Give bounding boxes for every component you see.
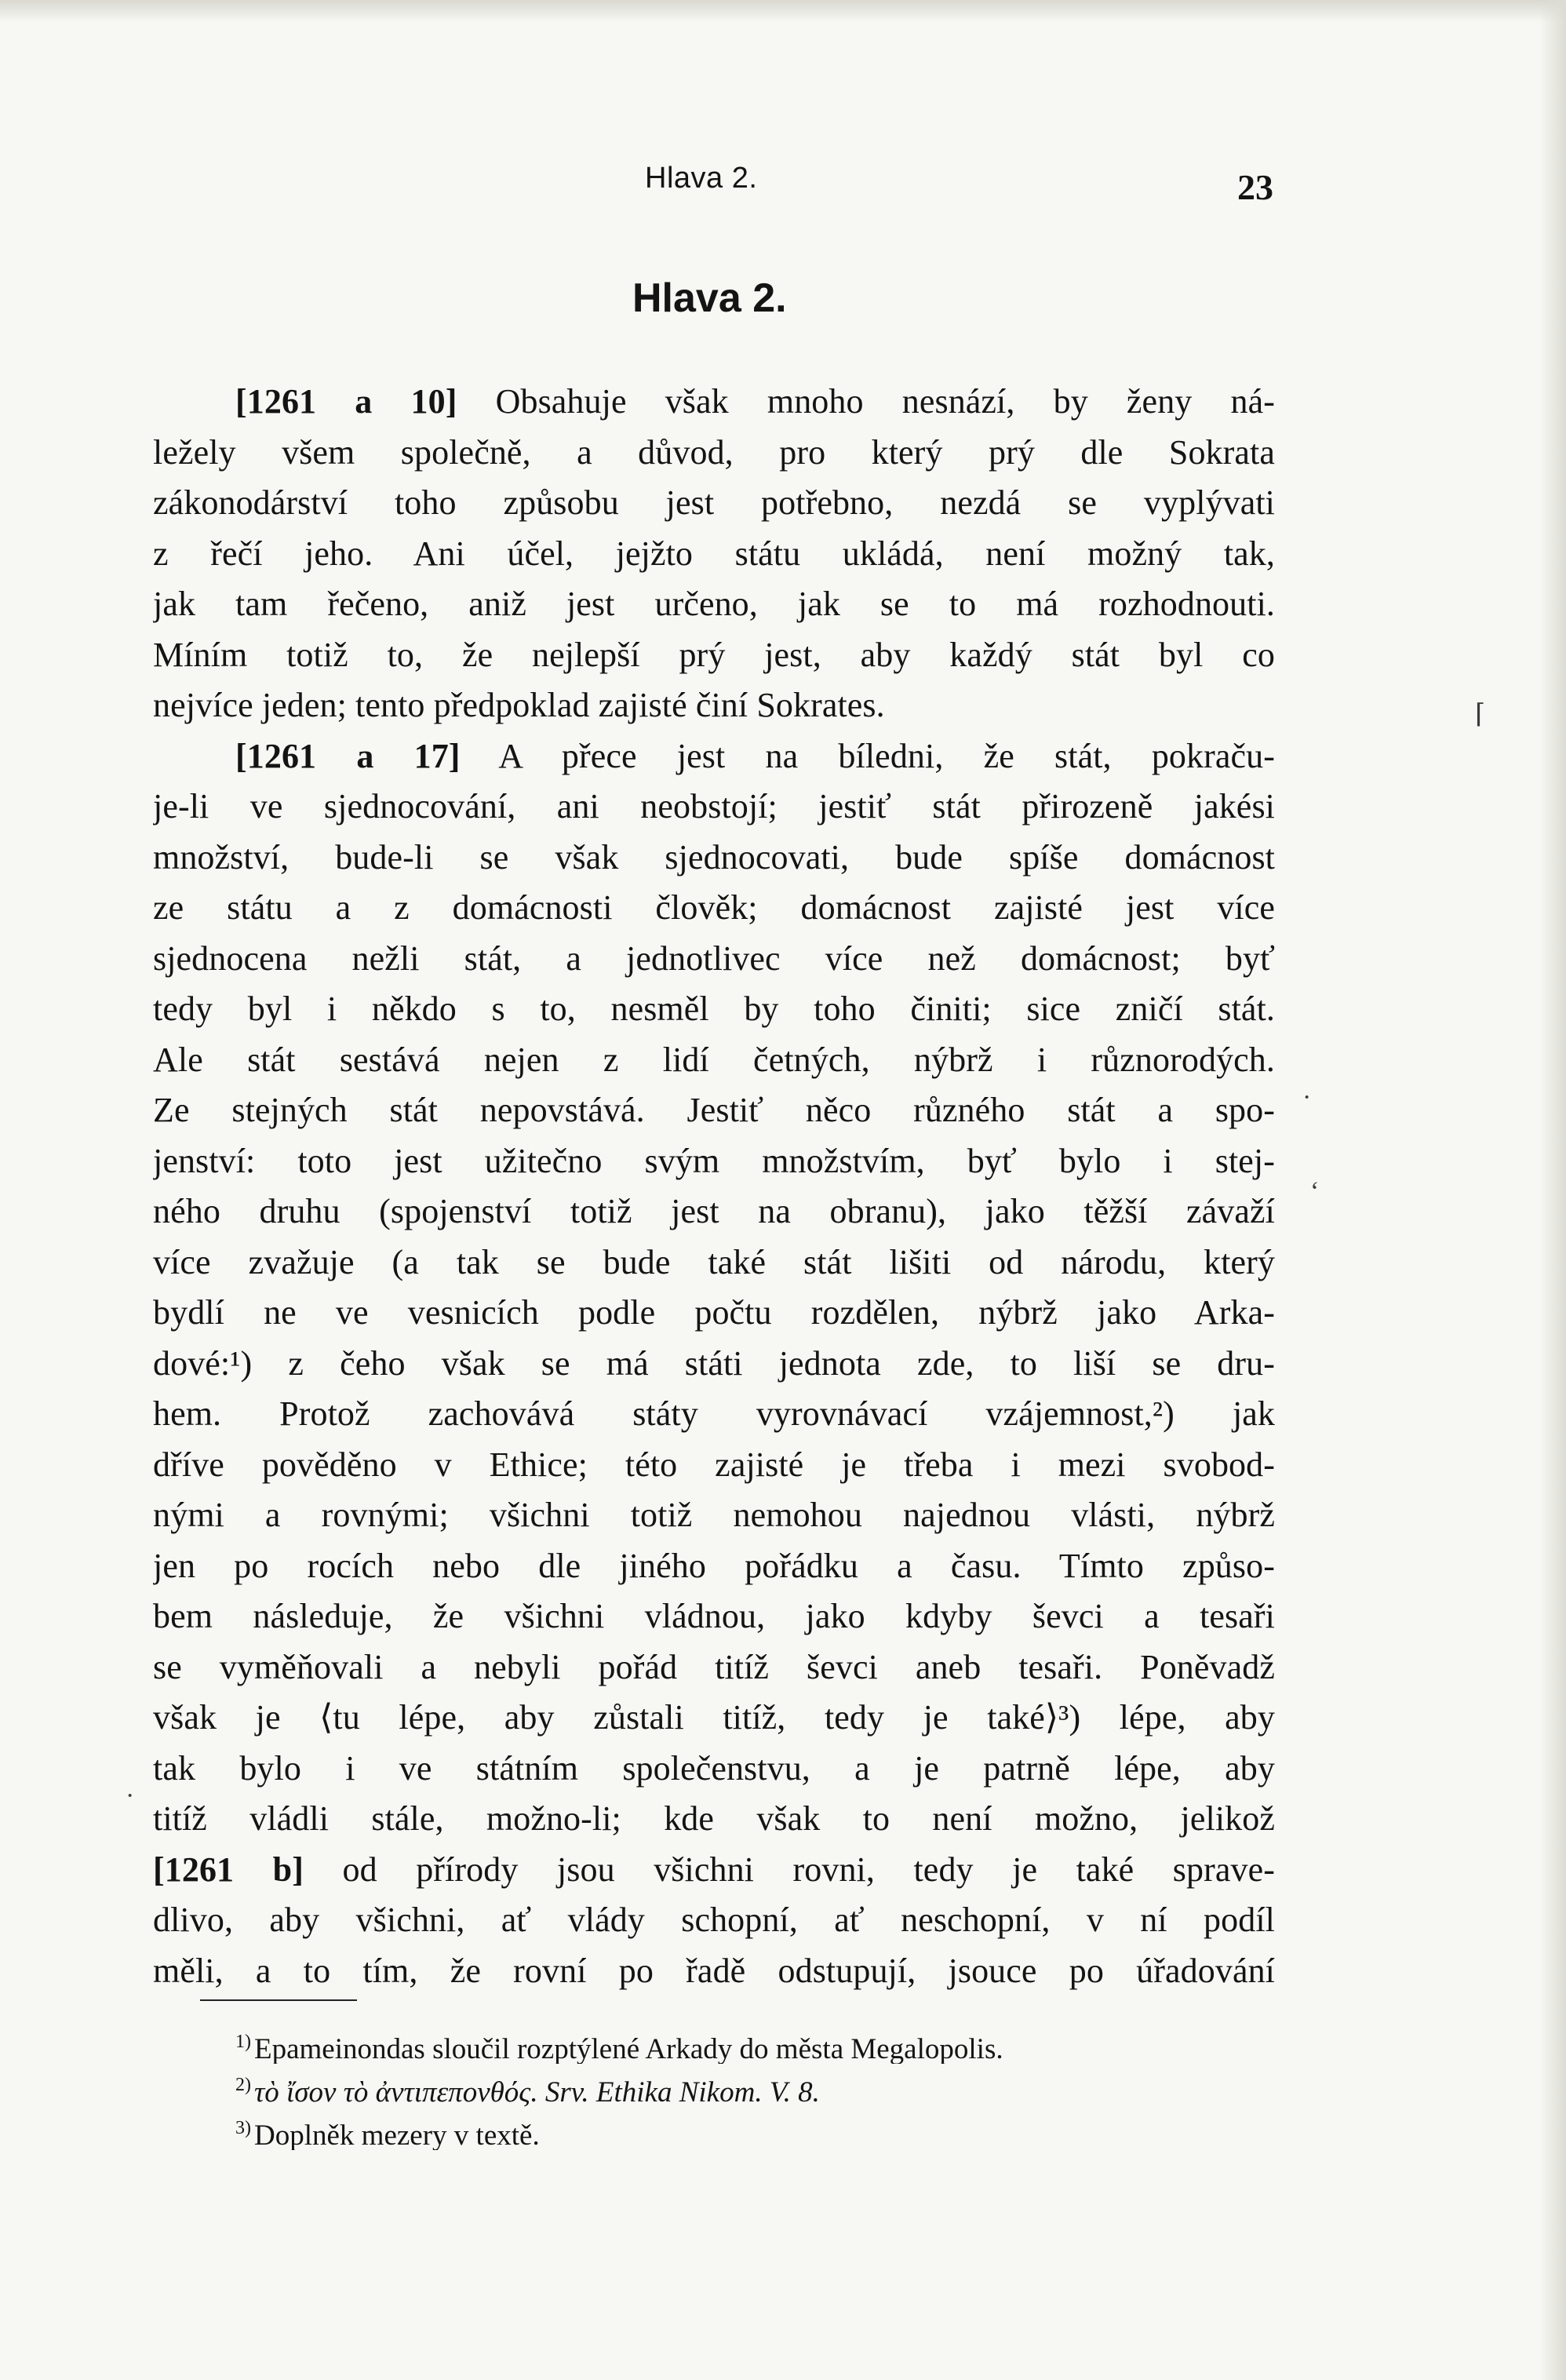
text-line: bydlí ne ve vesnicích podle počtu rozdělen, nýbrž jako Arka- <box>153 1293 1275 1332</box>
text-line: ného druhu (spojenství totiž jest na obranu), jako těžší závaží <box>153 1192 1275 1230</box>
text-line: tedy byl i někdo s to, nesměl by toho činiti; sice zničí stát. <box>153 990 1275 1028</box>
text-line: se vyměňovali a nebyli pořád titíž ševci aneb tesaři. Poněvadž <box>153 1647 1275 1686</box>
margin-speck: ⌈ <box>1475 700 1486 729</box>
running-head: Hlava 2. <box>645 162 758 195</box>
text-line: více zvažuje (a tak se bude také stát lišiti od národu, který <box>153 1242 1275 1281</box>
margin-speck: ‘ <box>1310 1177 1320 1206</box>
text-line: nejvíce jeden; tento předpoklad zajisté činí Sokrates. <box>153 686 885 724</box>
scan-shadow-right <box>1539 0 1566 2380</box>
footnote <box>235 2107 1271 2150</box>
text-line: Ze stejných stát nepovstává. Jestiť něco různého stát a spo- <box>153 1091 1275 1129</box>
text-line: množství, bude-li se však sjednocovati, bude spíše domácnost <box>153 837 1275 877</box>
footnote-number: 1) <box>235 2032 251 2052</box>
text-line: Míním totiž to, že nejlepší prý jest, aby každý stát byl co <box>153 635 1275 674</box>
bekker-marker: [1261 b] <box>153 1850 304 1889</box>
text-line: dlivo, aby všichni, ať vlády schopní, ať neschopní, v ní podíl <box>153 1901 1275 1939</box>
text-line: měli, a to tím, že rovní po řadě odstupují, jsouce po úřadování <box>153 1951 1275 1990</box>
text-line: ze státu a z domácnosti člověk; domácnost zajisté jest více <box>153 888 1275 927</box>
text-line: tak bylo i ve státním společenstvu, a je patrně lépe, aby <box>153 1748 1275 1788</box>
margin-speck: · <box>126 1781 135 1810</box>
text-line: dové:¹) z čeho však se má státi jednota zde, to liší se dru- <box>153 1343 1275 1383</box>
text-line: nými a rovnými; všichni totiž nemohou najednou vlásti, nýbrž <box>153 1496 1275 1534</box>
text-line <box>153 731 1275 782</box>
text-line: zákonodárství toho způsobu jest potřebno, nezdá se vyplývati <box>153 483 1275 522</box>
text-line: bem následuje, že všichni vládnou, jako kdyby ševci a tesaři <box>153 1597 1275 1635</box>
text-line <box>153 1845 1275 1896</box>
text-line: titíž vládli stále, možno-li; kde však to není možno, jelikož <box>153 1799 1275 1838</box>
text-line: dříve pověděno v Ethice; této zajisté je třeba i mezi svobod- <box>153 1445 1275 1484</box>
text-line: ležely všem společně, a důvod, pro který prý dle Sokrata <box>153 432 1275 472</box>
chapter-title: Hlava 2. <box>632 275 787 321</box>
footnote-text: Doplněk mezery v textě. <box>254 2119 540 2150</box>
text-line: jen po rocích nebo dle jiného pořádku a času. Tímto způso- <box>153 1546 1275 1585</box>
footnote-rule <box>200 1999 357 2001</box>
text-line: však je ⟨tu lépe, aby zůstali titíž, tedy je také⟩³) lépe, aby <box>153 1698 1275 1737</box>
text-line <box>153 377 1275 428</box>
bekker-marker: [1261 a 17] <box>235 736 461 775</box>
footnotes <box>235 2021 1271 2150</box>
text-line-rest: Obsahuje však mnoho nesnází, by ženy ná- <box>457 382 1275 421</box>
text-line: jenství: toto jest užitečno svým množstvím, byť bylo i stej- <box>153 1141 1275 1180</box>
text-line-rest: A přece jest na bíledni, že stát, pokraču- <box>460 736 1275 775</box>
footnote-text: τὸ ἴσον τὸ ἀντιπεπονθός. Srv. Ethika Nikom. V. 8. <box>254 2076 820 2107</box>
footnote-number: 2) <box>235 2075 251 2095</box>
text-line: jak tam řečeno, aniž jest určeno, jak se to má rozhodnouti. <box>153 585 1275 623</box>
body-text <box>153 377 1275 1996</box>
text-line: z řečí jeho. Ani účel, jejžto státu ukládá, není možný tak, <box>153 534 1275 573</box>
footnote-number: 3) <box>235 2118 251 2138</box>
margin-speck: · <box>1302 1083 1312 1112</box>
bekker-marker: [1261 a 10] <box>235 382 457 421</box>
text-line: je-li ve sjednocování, ani neobstojí; jestiť stát přirozeně jakési <box>153 787 1275 826</box>
page-number: 23 <box>1237 167 1273 207</box>
text-line: hem. Protož zachovává státy vyrovnávací vzájemnost,²) jak <box>153 1394 1275 1433</box>
text-line: sjednocena nežli stát, a jednotlivec více než domácnost; byť <box>153 939 1275 978</box>
footnote <box>235 2021 1271 2064</box>
text-line-rest: od přírody jsou všichni rovni, tedy je také sprave- <box>303 1850 1275 1889</box>
footnote <box>235 2064 1271 2107</box>
footnote-text: Epameinondas sloučil rozptýlené Arkady do města Megalopolis. <box>254 2033 1003 2064</box>
text-line: Ale stát sestává nejen z lidí četných, nýbrž i různorodých. <box>153 1040 1275 1079</box>
scan-shadow-top <box>0 0 1566 22</box>
